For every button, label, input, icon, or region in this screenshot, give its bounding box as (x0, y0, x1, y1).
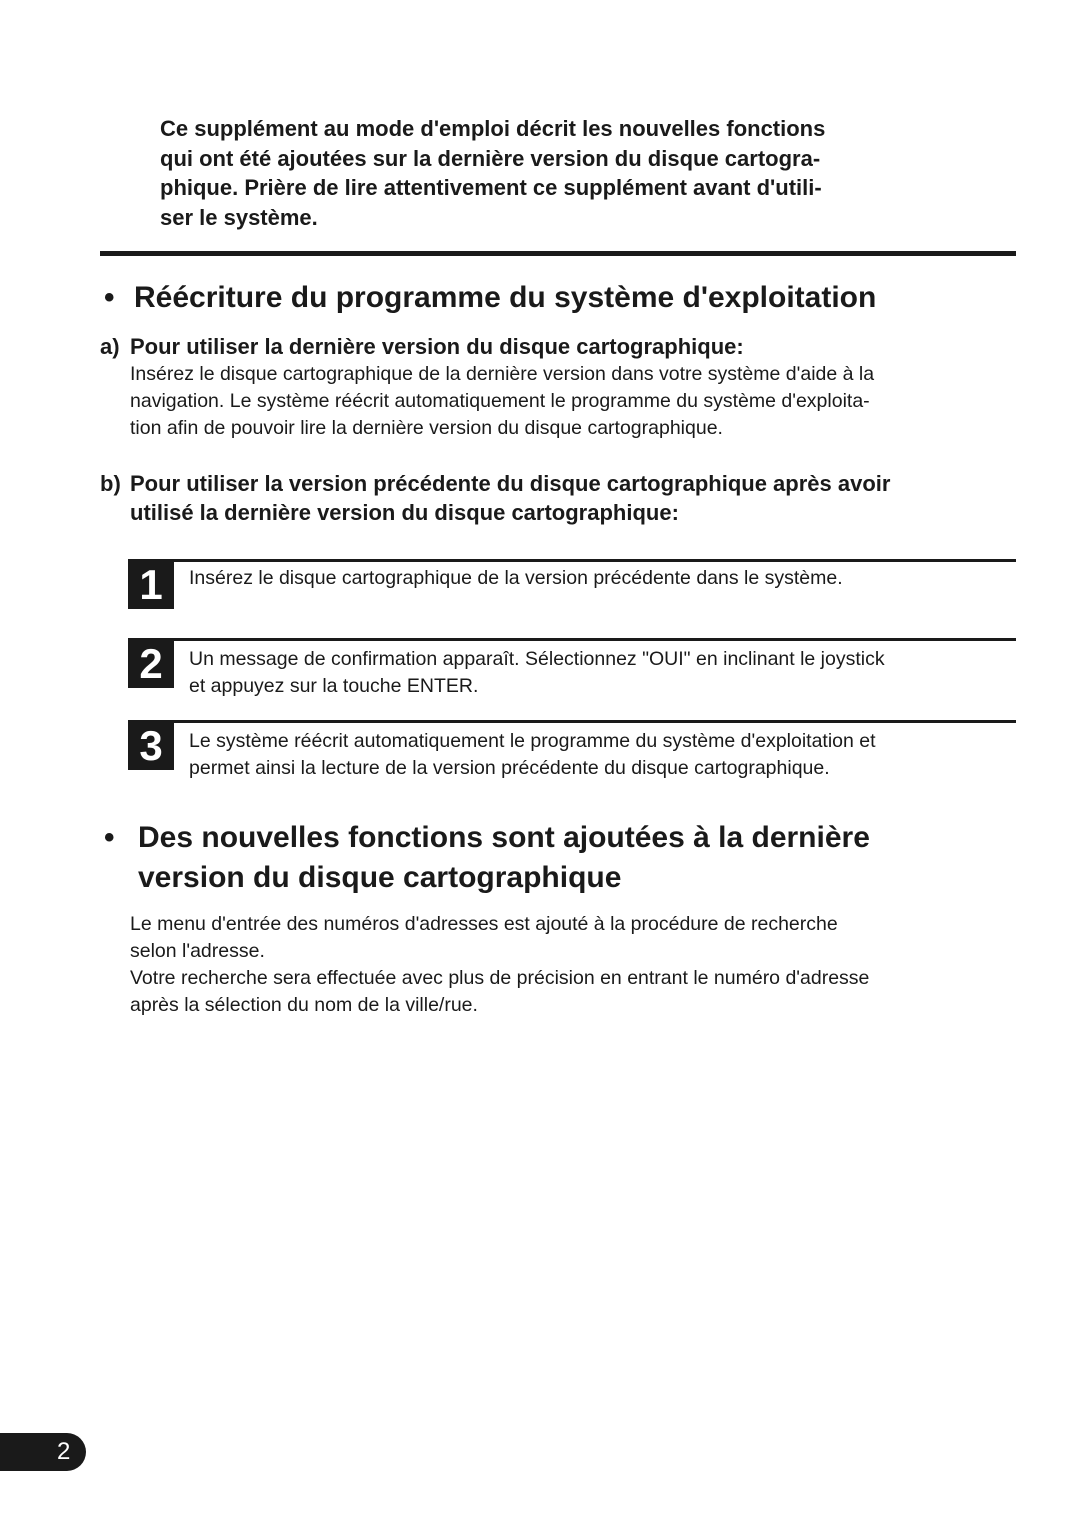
step-rule (128, 720, 1016, 723)
text-line: Insérez le disque cartographique de la dernière version dans votre système d'aide à la (130, 363, 875, 385)
subsection-b-title (130, 469, 1020, 527)
section2-heading (138, 818, 1018, 898)
intro-line: qui ont été ajoutées sur la dernière version du disque cartogra- (160, 145, 821, 171)
section2-text (130, 911, 1015, 1019)
intro-paragraph (160, 114, 930, 232)
text-line: Un message de confirmation apparaît. Sélectionnez "OUI" en inclinant le joystick (189, 648, 885, 670)
step-text (189, 728, 1014, 782)
section2-heading-line: Des nouvelles fonctions sont ajoutées à la dernière (138, 821, 870, 854)
intro-line: ser le système. (160, 204, 318, 230)
subsection-b-title-line: Pour utiliser la version précédente du disque cartographique après avoir (130, 471, 891, 496)
section2-heading-line: version du disque cartographique (138, 861, 622, 894)
text-line: permet ainsi la lecture de la version précédente du disque cartographique. (189, 757, 830, 779)
text-line: après la sélection du nom de la ville/rue. (130, 994, 478, 1016)
page-number-tab (0, 1433, 86, 1471)
step-number-badge: 1 (128, 559, 174, 609)
text-line: et appuyez sur la touche ENTER. (189, 675, 479, 697)
text-line: selon l'adresse. (130, 940, 265, 962)
subsection-b-label: b) (100, 471, 121, 496)
intro-line: phique. Prière de lire attentivement ce supplément avant d'utili- (160, 175, 822, 200)
subsection-a-text (130, 361, 1015, 442)
step-rule (128, 559, 1016, 562)
intro-line: Ce supplément au mode d'emploi décrit les nouvelles fonctions (160, 116, 826, 141)
text-line: navigation. Le système réécrit automatiquement le programme du système d'exploita- (130, 390, 870, 412)
step-number-badge: 2 (128, 638, 174, 688)
section-divider (100, 251, 1016, 256)
subsection-a-title: Pour utiliser la dernière version du disque cartographique: (130, 334, 744, 359)
page-number: 2 (57, 1438, 71, 1465)
section1-heading: Réécriture du programme du système d'exploitation (134, 281, 877, 314)
text-line: Votre recherche sera effectuée avec plus de précision en entrant le numéro d'adresse (130, 967, 870, 989)
step-text (189, 646, 1014, 700)
step-number-badge: 3 (128, 720, 174, 770)
subsection-b-title-line: utilisé la dernière version du disque cartographique: (130, 500, 679, 525)
text-line: Le système réécrit automatiquement le programme du système d'exploitation et (189, 730, 876, 752)
section2-bullet: • (104, 821, 115, 854)
step-rule (128, 638, 1016, 641)
text-line: Le menu d'entrée des numéros d'adresses est ajouté à la procédure de recherche (130, 913, 838, 935)
text-line: tion afin de pouvoir lire la dernière version du disque cartographique. (130, 417, 723, 439)
text-line: Insérez le disque cartographique de la version précédente dans le système. (189, 567, 843, 589)
section1-bullet: • (104, 281, 115, 314)
step-text (189, 565, 1014, 592)
subsection-a-label: a) (100, 334, 120, 359)
